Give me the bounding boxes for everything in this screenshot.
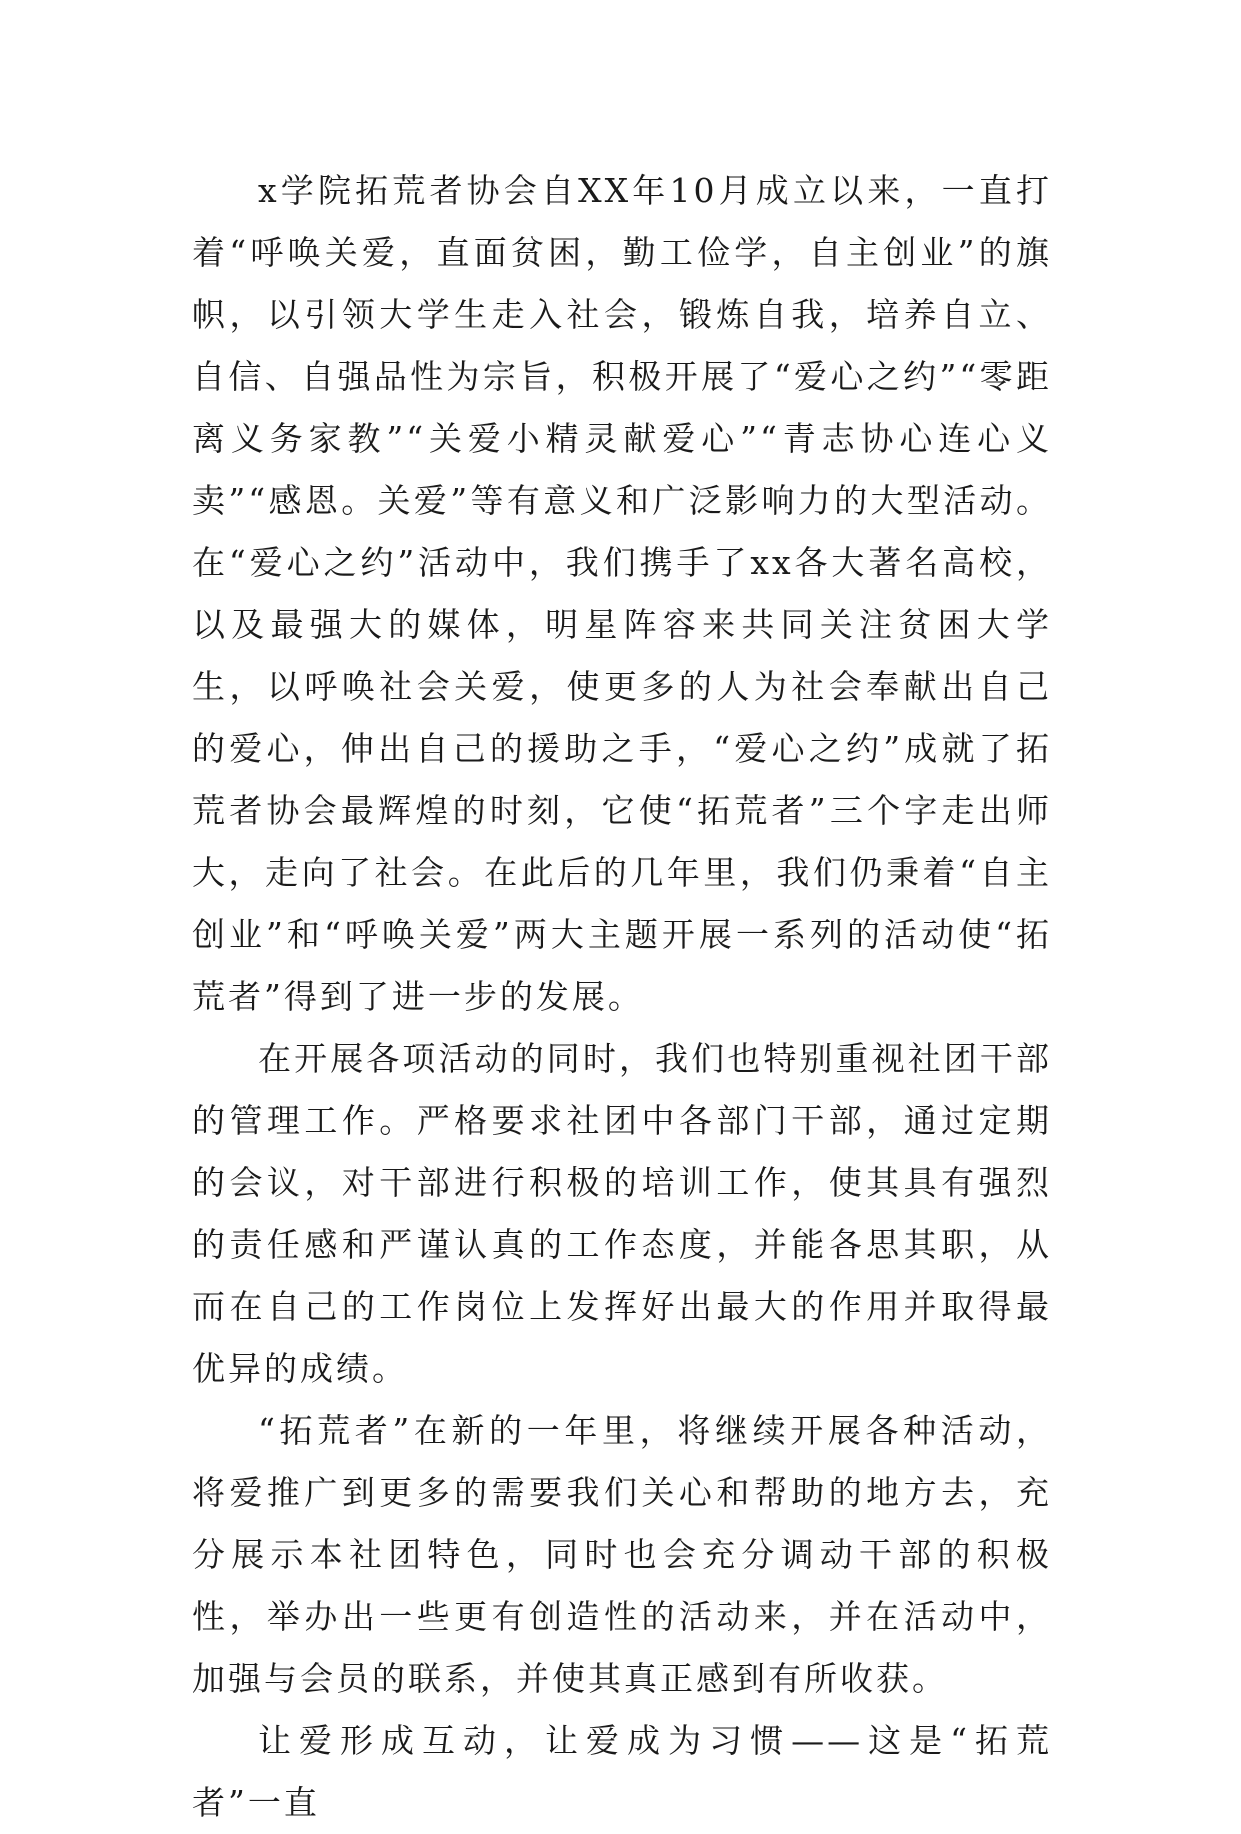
paragraph-1: x学院拓荒者协会自XX年10月成立以来，一直打着“呼唤关爱，直面贫困，勤工俭学，自主创业”的旗帜，以引领大学生走入社会，锻炼自我，培养自立、自信、自强品性为宗旨，积极开展了“爱心之约”“零距离义务家教”“关爱小精灵献爱心”“青志协心连心义卖”“感恩。关爱”等有意义和广泛影响力的大型活动。在“爱心之约”活动中，我们携手了xx各大著名高校，以及最强大的媒体，明星阵容来共同关注贫困大学生，以呼唤社会关爱，使更多的人为社会奉献出自己的爱心，伸出自己的援助之手，“爱心之约”成就了拓荒者协会最辉煌的时刻，它使“拓荒者”三个字走出师大，走向了社会。在此后的几年里，我们仍秉着“自主创业”和“呼唤关爱”两大主题开展一系列的活动使“拓荒者”得到了进一步的发展。 [192,171,1052,1016]
paragraph-3: “拓荒者”在新的一年里，将继续开展各种活动，将爱推广到更多的需要我们关心和帮助的地方去，充分展示本社团特色，同时也会充分调动干部的积极性，举办出一些更有创造性的活动来，并在活动中，加强与会员的联系，并使其真正感到有所收获。 [192,1411,1052,1698]
document-body [192,160,1052,1834]
paragraph-4: 让爱形成互动，让爱成为习惯——这是“拓荒者”一直 [192,1721,1052,1822]
paragraph-2: 在开展各项活动的同时，我们也特别重视社团干部的管理工作。严格要求社团中各部门干部，通过定期的会议，对干部进行积极的培训工作，使其具有强烈的责任感和严谨认真的工作态度，并能各思其职，从而在自己的工作岗位上发挥好出最大的作用并取得最优异的成绩。 [192,1039,1052,1388]
